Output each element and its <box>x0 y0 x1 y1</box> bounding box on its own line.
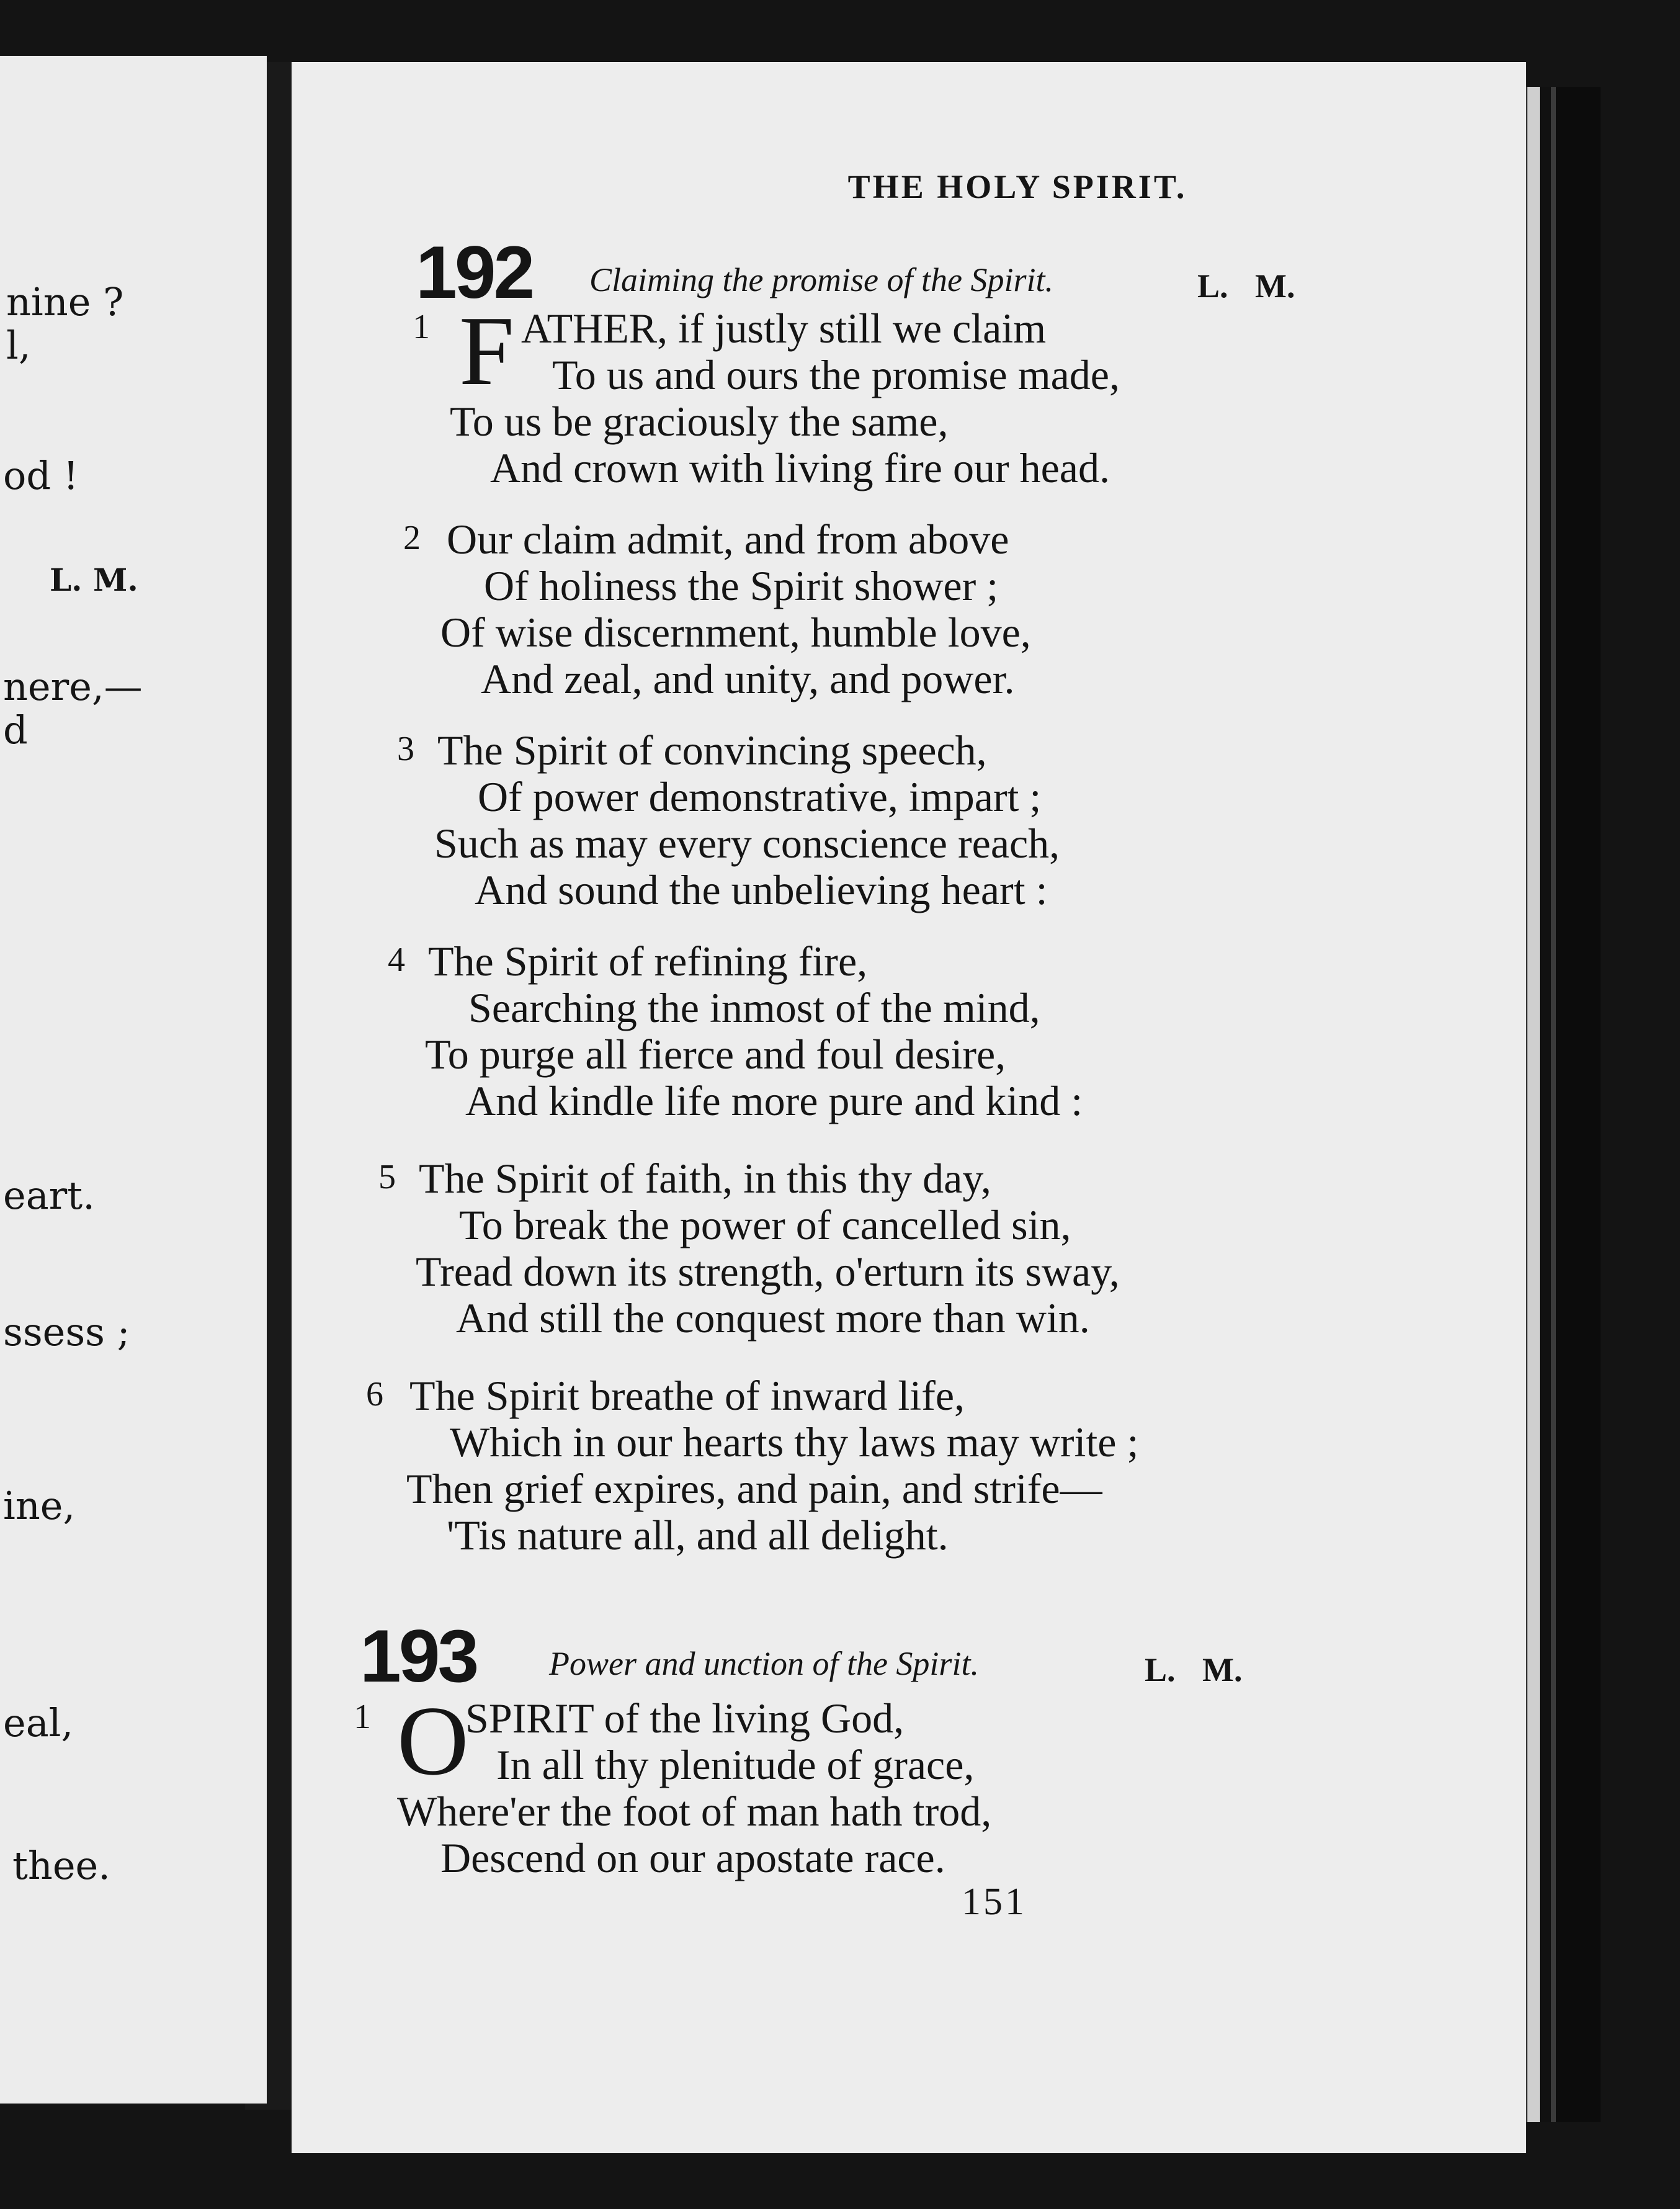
verse-line: And kindle life more pure and kind : <box>465 1077 1083 1124</box>
left-fragment: l, <box>6 323 31 368</box>
left-page <box>0 56 267 2104</box>
verse-line: Then grief expires, and pain, and strife— <box>406 1465 1102 1512</box>
hymn-number: 192 <box>416 231 533 314</box>
verse-line: To us and ours the promise made, <box>552 351 1120 398</box>
verse-line: Of holiness the Spirit shower ; <box>484 562 999 609</box>
hymn-meter: L. M. <box>1197 267 1295 305</box>
verse-number: 1 <box>413 308 430 346</box>
hymn-number: 193 <box>360 1615 477 1698</box>
verse-number: 3 <box>397 730 414 768</box>
verse-line: The Spirit of refining fire, <box>428 938 868 985</box>
hymn-title: Claiming the promise of the Spirit. <box>589 261 1053 298</box>
verse-number: 2 <box>403 519 421 557</box>
right-page <box>292 62 1526 2153</box>
hymn-meter: L. M. <box>1145 1651 1243 1688</box>
verse-line: To purge all fierce and foul desire, <box>425 1031 1006 1078</box>
verse-line: And crown with living fire our head. <box>490 444 1110 491</box>
verse-line: And still the conquest more than win. <box>456 1294 1090 1342</box>
verse-line: Where'er the foot of man hath trod, <box>397 1788 992 1835</box>
verse-line: And zeal, and unity, and power. <box>481 655 1015 702</box>
drop-cap: O <box>397 1685 469 1796</box>
verse-number: 1 <box>354 1698 371 1736</box>
verse-line: Tread down its strength, o'erturn its sway, <box>416 1248 1120 1295</box>
left-fragment: eal, <box>3 1700 74 1745</box>
verse-line: Which in our hearts thy laws may write ; <box>450 1418 1139 1466</box>
page-number: 151 <box>962 1881 1027 1923</box>
verse-number: 6 <box>366 1375 383 1414</box>
verse-line: SPIRIT of the living God, <box>465 1695 905 1742</box>
verse-line: The Spirit of faith, in this thy day, <box>419 1155 991 1202</box>
verse-line: In all thy plenitude of grace, <box>496 1741 975 1788</box>
verse-line: Of wise discernment, humble love, <box>440 609 1031 656</box>
verse-line: To break the power of cancelled sin, <box>459 1201 1071 1248</box>
hymn-title: Power and unction of the Spirit. <box>549 1645 979 1682</box>
verse-line: Of power demonstrative, impart ; <box>478 773 1042 820</box>
left-fragment: nere,— <box>3 664 143 709</box>
verse-line: To us be graciously the same, <box>450 398 949 445</box>
verse-line: ATHER, if justly still we claim <box>521 305 1047 352</box>
verse-line: The Spirit breathe of inward life, <box>409 1372 965 1419</box>
left-fragment: d <box>3 707 28 753</box>
left-fragment: ine, <box>3 1483 76 1528</box>
verse-line: Such as may every conscience reach, <box>434 820 1060 867</box>
left-fragment: eart. <box>3 1173 95 1218</box>
verse-line: And sound the unbelieving heart : <box>475 866 1048 913</box>
verse-line: The Spirit of convincing speech, <box>437 727 987 774</box>
verse-line: 'Tis nature all, and all delight. <box>447 1512 949 1559</box>
left-fragment: ssess ; <box>3 1309 130 1355</box>
running-head: THE HOLY SPIRIT. <box>847 168 1187 205</box>
verse-number: 4 <box>388 941 405 979</box>
verse-line: Searching the inmost of the mind, <box>468 984 1040 1031</box>
left-fragment: nine ? <box>6 279 124 325</box>
left-fragment-meter: L. M. <box>50 562 138 598</box>
drop-cap: F <box>459 295 514 406</box>
hymn-header <box>292 1613 1526 1700</box>
page-edges <box>1514 87 1601 2122</box>
verse-line: Descend on our apostate race. <box>440 1834 945 1881</box>
verse-number: 5 <box>378 1158 396 1196</box>
left-fragment: od ! <box>3 453 79 498</box>
verse-line: Our claim admit, and from above <box>447 516 1009 563</box>
left-fragment: thee. <box>12 1843 110 1888</box>
